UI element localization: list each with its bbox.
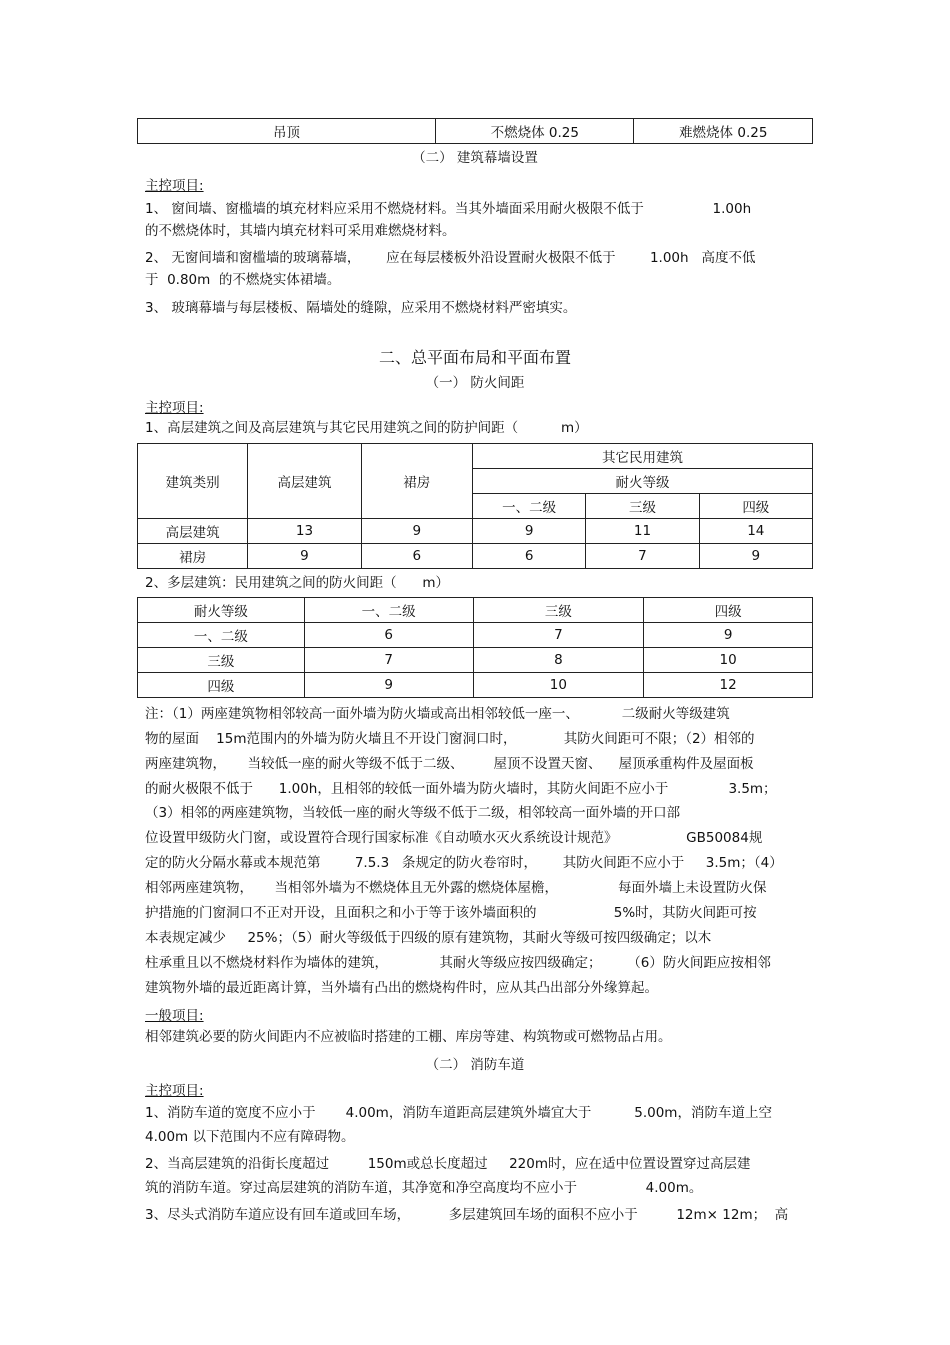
table-cell: 13	[248, 519, 361, 544]
table-cell: 8	[473, 648, 644, 673]
table-cell: 6	[304, 623, 473, 648]
table-header-cell: 建筑类别	[138, 444, 248, 519]
table-cell: 三级	[138, 648, 305, 673]
note-line: 护措施的门窗洞口不正对开设，且面积之和小于等于该外墙面积的 5%时，其防火间距可按	[145, 905, 757, 921]
table-header-cell: 四级	[699, 494, 812, 519]
table-row	[138, 673, 813, 698]
table-header-cell: 三级	[473, 598, 644, 623]
sub-heading-curtain-wall: （二） 建筑幕墙设置	[412, 150, 538, 166]
note-line: 位设置甲级防火门窗，或设置符合现行国家标准《自动喷水灭火系统设计规范》 GB50084规	[145, 830, 763, 846]
spacing-intro-1: 1、高层建筑之间及高层建筑与其它民用建筑之间的防护间距（ m）	[145, 420, 588, 436]
table-cell: 7	[304, 648, 473, 673]
note-line: 的耐火极限不低于 1.00h，且相邻的较低一面外墙为防火墙时，其防火间距不应小于 3.5m；	[145, 781, 777, 797]
table-cell: 10	[473, 673, 644, 698]
note-line: 物的屋面 15m范围内的外墙为防火墙且不开设门窗洞口时， 其防火间距可不限；（2）相邻的	[145, 731, 755, 747]
table-cell: 吊顶	[138, 119, 436, 144]
table-cell: 9	[699, 544, 812, 569]
main-items-label: 主控项目:	[145, 1083, 204, 1099]
note-line: （3）相邻的两座建筑物，当较低一座的耐火等级不低于二级，相邻较高一面外墙的开口部	[145, 805, 681, 821]
note-line: 本表规定减少 25%；（5）耐火等级低于四级的原有建筑物，其耐火等级可按四级确定；以木	[145, 930, 712, 946]
table-cell: 10	[644, 648, 813, 673]
table-header-cell: 其它民用建筑	[472, 444, 812, 469]
table-header-cell: 耐火等级	[472, 469, 812, 494]
table-cell: 高层建筑	[138, 519, 248, 544]
table-header-cell: 三级	[586, 494, 699, 519]
table-header-cell: 一、二级	[304, 598, 473, 623]
table-header-cell: 一、二级	[472, 494, 585, 519]
general-items-label: 一般项目:	[145, 1008, 204, 1024]
table-row	[138, 598, 813, 623]
table-row	[138, 444, 813, 469]
table-header-cell: 耐火等级	[138, 598, 305, 623]
table-cell: 12	[644, 673, 813, 698]
lane-line: 2、当高层建筑的沿街长度超过 150m或总长度超过 220m时，应在适中位置设置穿过高层建	[145, 1156, 751, 1172]
table-header-cell: 四级	[644, 598, 813, 623]
paragraph-line: 1、 窗间墙、窗槛墙的填充材料应采用不燃烧材料。当其外墙面采用耐火极限不低于 1.00h	[145, 201, 752, 217]
table-header-cell: 高层建筑	[248, 444, 361, 519]
table-cell: 9	[304, 673, 473, 698]
paragraph-line: 3、 玻璃幕墙与每层楼板、隔墙处的缝隙，应采用不燃烧材料严密填实。	[145, 300, 577, 316]
paragraph-line: 于 0.80m 的不燃烧实体裙墙。	[145, 272, 341, 288]
note-line: 建筑物外墙的最近距离计算，当外墙有凸出的燃烧构件时，应从其凸出部分外缘算起。	[145, 980, 658, 996]
lane-line: 筑的消防车道。穿过高层建筑的消防车道，其净宽和净空高度均不应小于 4.00m。	[145, 1180, 703, 1196]
top-table	[137, 118, 813, 144]
note-line: 定的防火分隔水幕或本规范第 7.5.3 条规定的防火卷帘时， 其防火间距不应小于 3.5m；（4）	[145, 855, 783, 871]
note-line: 注：（1）两座建筑物相邻较高一面外墙为防火墙或高出相邻较低一座一、 二级耐火等级建筑	[145, 706, 730, 722]
table-cell: 9	[644, 623, 813, 648]
note-line: 相邻两座建筑物， 当相邻外墙为不燃烧体且无外露的燃烧体屋檐， 每面外墙上未设置防火保	[145, 880, 767, 896]
table-cell: 难燃烧体 0.25	[634, 119, 813, 144]
main-items-label: 主控项目:	[145, 400, 204, 416]
table-row	[138, 623, 813, 648]
spacing-intro-2: 2、多层建筑：民用建筑之间的防火间距（ m）	[145, 575, 449, 591]
table-row	[138, 119, 813, 144]
table-cell: 7	[473, 623, 644, 648]
paragraph-line: 的不燃烧体时，其墙内填充材料可采用难燃烧材料。	[145, 223, 456, 239]
table-cell: 7	[586, 544, 699, 569]
table-header-cell: 裙房	[361, 444, 472, 519]
table-cell: 9	[248, 544, 361, 569]
table-cell: 裙房	[138, 544, 248, 569]
table-row	[138, 519, 813, 544]
sub-heading-fire-spacing: （一） 防火间距	[425, 375, 525, 391]
main-items-label: 主控项目:	[145, 178, 204, 194]
general-text: 相邻建筑必要的防火间距内不应被临时搭建的工棚、库房等建、构筑物或可燃物品占用。	[145, 1029, 672, 1045]
table-row	[138, 648, 813, 673]
lane-line: 3、尽头式消防车道应设有回车道或回车场， 多层建筑回车场的面积不应小于 12m× 12m； 高	[145, 1207, 789, 1223]
table-cell: 11	[586, 519, 699, 544]
note-line: 柱承重且以不燃烧材料作为墙体的建筑， 其耐火等级应按四级确定； （6）防火间距应按相邻	[145, 955, 771, 971]
fire-spacing-table-high-rise	[137, 443, 813, 569]
table-cell: 一、二级	[138, 623, 305, 648]
table-cell: 9	[361, 519, 472, 544]
paragraph-line: 2、 无窗间墙和窗槛墙的玻璃幕墙， 应在每层楼板外沿设置耐火极限不低于 1.00h 高度不低	[145, 250, 756, 266]
section-title: 二、总平面布局和平面布置	[378, 348, 571, 367]
table-cell: 不燃烧体 0.25	[436, 119, 634, 144]
sub-heading-fire-lane: （二） 消防车道	[425, 1057, 525, 1073]
lane-line: 1、消防车道的宽度不应小于 4.00m，消防车道距高层建筑外墙宜大于 5.00m，消防车道上空	[145, 1105, 772, 1121]
table-cell: 四级	[138, 673, 305, 698]
table-cell: 6	[472, 544, 585, 569]
note-line: 两座建筑物， 当较低一座的耐火等级不低于二级、 屋顶不设置天窗、 屋顶承重构件及屋面板	[145, 756, 754, 772]
table-cell: 9	[472, 519, 585, 544]
table-cell: 6	[361, 544, 472, 569]
table-row	[138, 544, 813, 569]
table-cell: 14	[699, 519, 812, 544]
fire-spacing-table-multi-storey	[137, 597, 813, 698]
lane-line: 4.00m 以下范围内不应有障碍物。	[145, 1129, 355, 1145]
